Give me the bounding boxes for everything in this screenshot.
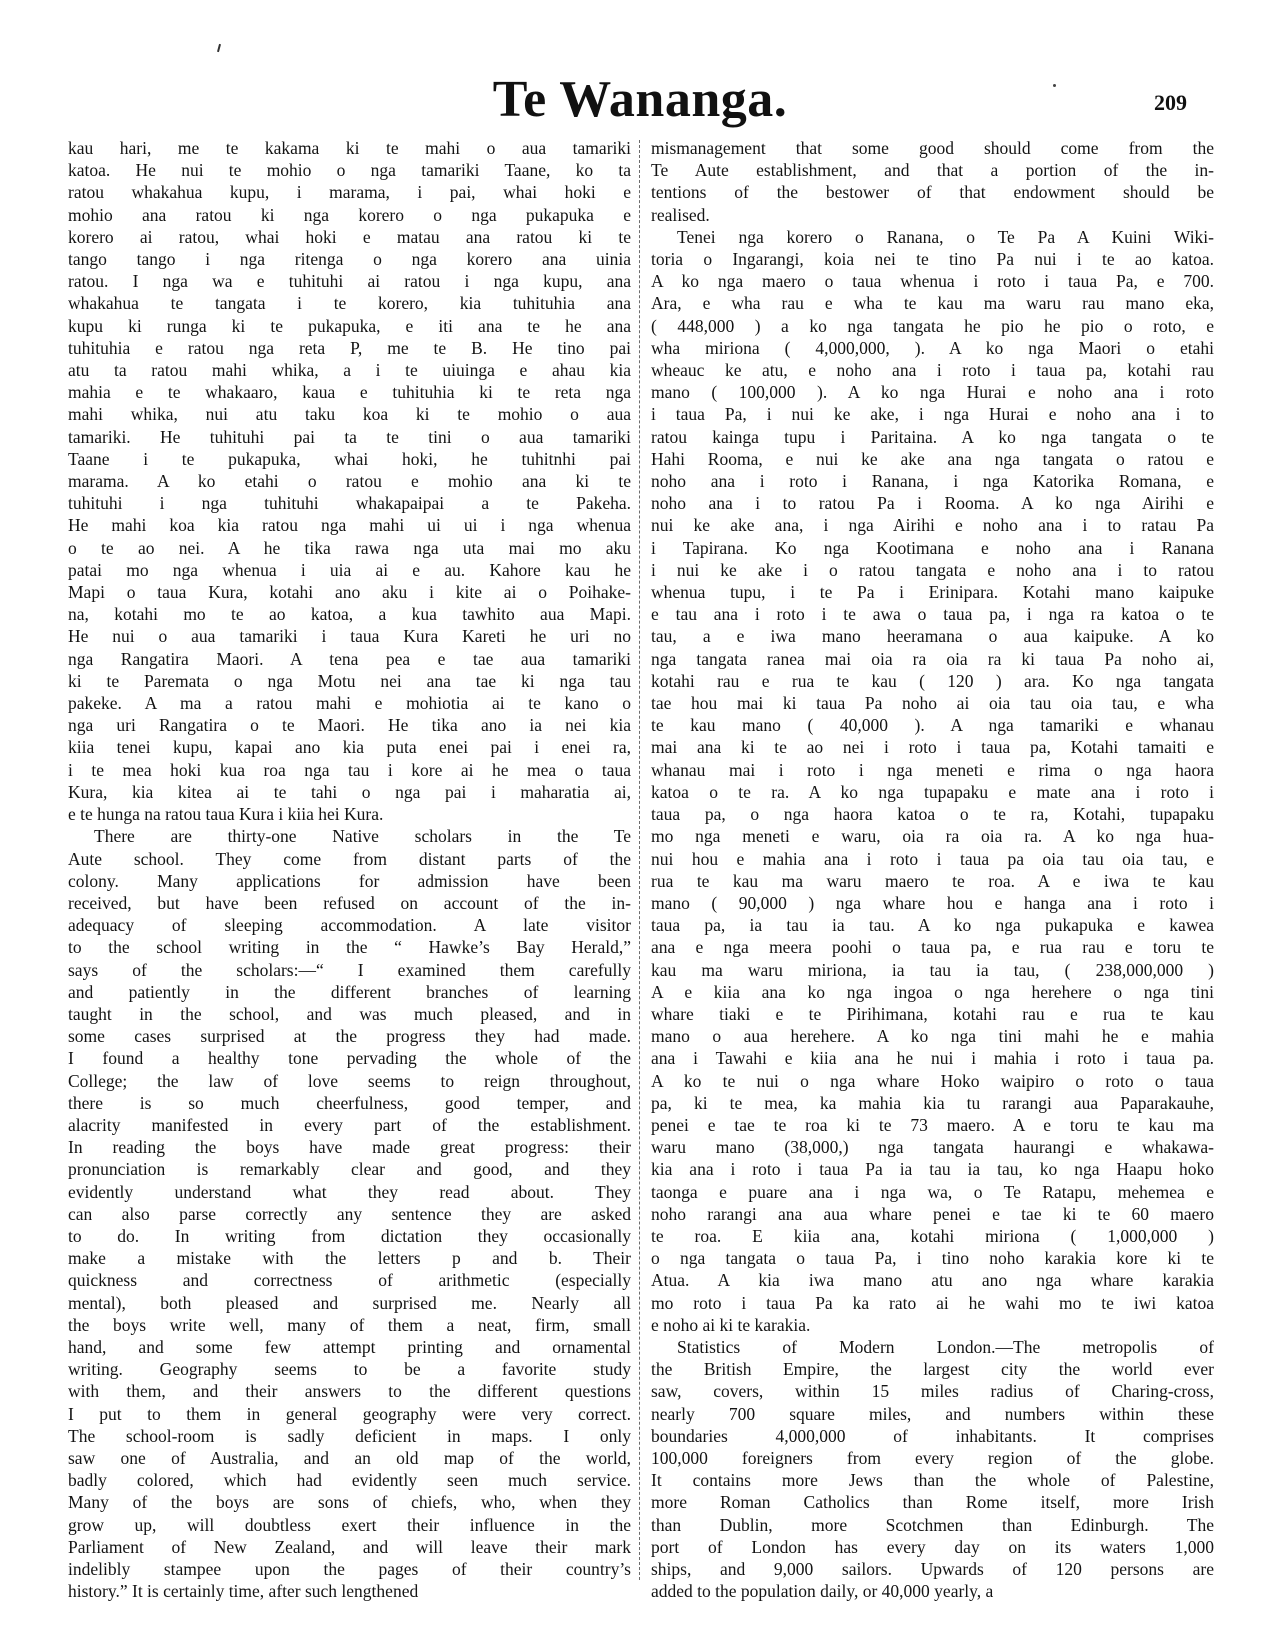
text-line: pa, ki te mea, ka mahia kia tu rarangi aua Paparakauhe, bbox=[651, 1092, 1214, 1113]
text-line: Mapi o taua Kura, kotahi ano aku i kite ai o Poihake- bbox=[68, 582, 631, 603]
text-line: to do. In writing from dictation they occasionally bbox=[68, 1225, 631, 1246]
text-line: evidently understand what they read about. They bbox=[68, 1181, 631, 1202]
text-line: noho ana i to ratou Pa i Rooma. A ko nga Airihi e bbox=[651, 493, 1214, 514]
text-line: penei e tae te roa ki te 73 maero. A e toru te kau ma bbox=[651, 1114, 1214, 1135]
text-line: received, but have been refused on account of the in- bbox=[68, 892, 631, 913]
text-line: whare tiaki e te Pirihimana, kotahi rau e rua te kau bbox=[651, 1003, 1214, 1024]
text-line: A ko te nui o nga whare Hoko waipiro o roto o taua bbox=[651, 1070, 1214, 1091]
text-line: toria o Ingarangi, koia nei te tino Pa nui i te ao katoa. bbox=[651, 249, 1214, 270]
text-line: ratou kainga tupu i Paritaina. A ko nga tangata o te bbox=[651, 426, 1214, 447]
text-line: Many of the boys are sons of chiefs, who, when they bbox=[68, 1492, 631, 1513]
text-line: realised. bbox=[651, 204, 710, 225]
text-line: ratou whakahua kupu, i marama, i pai, whai hoki e bbox=[68, 182, 631, 203]
text-line: indelibly stampee upon the pages of their country’s bbox=[68, 1559, 631, 1579]
text-line: e tau ana i roto i te awa o taua pa, i nga ra katoa o te bbox=[651, 604, 1214, 625]
text-line: ships, and 9,000 sailors. Upwards of 120 persons are bbox=[651, 1559, 1214, 1579]
text-line: the British Empire, the largest city the world ever bbox=[651, 1359, 1214, 1380]
text-line: nga uri Rangatira o te Maori. He tika ano ia nei kia bbox=[68, 715, 631, 736]
text-line: to the school writing in the “ Hawke’s Bay Herald,” bbox=[68, 937, 631, 958]
text-line: saw, covers, within 15 miles radius of Charing-cross, bbox=[651, 1381, 1214, 1402]
text-line: ana e nga meera poohi o taua pa, e rua rau e toru te bbox=[651, 937, 1214, 958]
text-line: patai mo nga whenua i uia ai e au. Kahore kau he bbox=[68, 559, 631, 580]
paragraph bbox=[68, 137, 631, 825]
text-line: ki te Paremata o nga Motu nei ana tae ki nga tau bbox=[68, 670, 631, 691]
paragraph bbox=[651, 137, 1214, 226]
text-line: and patiently in the different branches of learning bbox=[68, 981, 631, 1002]
text-line: He nui o aua tamariki i taua Kura Kareti he uri no bbox=[68, 626, 631, 647]
text-line: I found a healthy tone pervading the whole of the bbox=[68, 1048, 631, 1069]
text-line: tamariki. He tuhituhi pai ta te tini o aua tamariki bbox=[68, 426, 631, 447]
text-line: make a mistake with the letters p and b. Their bbox=[68, 1248, 631, 1269]
text-line: wheauc ke atu, e noho ana i roto i taua pa, kotahi rau bbox=[651, 360, 1214, 381]
text-line: pakeke. A ma a ratou mahi e mohiotia ai te kano o bbox=[68, 693, 631, 714]
text-line: boundaries 4,000,000 of inhabitants. It comprises bbox=[651, 1425, 1214, 1446]
column-divider bbox=[639, 140, 640, 1580]
text-line: atu ta ratou mahi whika, a i te uiuinga e ahau kia bbox=[68, 360, 631, 381]
page-number: 209 bbox=[1154, 90, 1187, 115]
text-line: i nui ke ake i o ratou tangata e noho ana i to ratou bbox=[651, 559, 1214, 580]
text-line: adequacy of sleeping accommodation. A late visitor bbox=[68, 915, 631, 936]
text-line: there is so much cheerfulness, good temper, and bbox=[68, 1092, 631, 1113]
text-line: Statistics of Modern London.—The metropolis of bbox=[677, 1336, 1214, 1357]
text-line: whakahua te tangata i te korero, kia tuhituhia ana bbox=[68, 293, 631, 314]
text-line: history.” It is certainly time, after such lengthened bbox=[68, 1581, 419, 1602]
text-line: e te hunga na ratou taua Kura i kiia hei Kura. bbox=[68, 804, 384, 825]
text-line: te roa. E kiia ana, kotahi miriona ( 1,000,000 ) bbox=[651, 1225, 1214, 1246]
text-line: ( 448,000 ) a ko nga tangata he pio he pio o roto, e bbox=[651, 315, 1214, 336]
text-line: waru mano (38,000,) nga tangata haurangi e whakawa- bbox=[651, 1137, 1214, 1158]
text-line: e noho ai ki te karakia. bbox=[651, 1314, 811, 1335]
text-line: College; the law of love seems to reign throughout, bbox=[68, 1070, 631, 1091]
text-line: mano ( 100,000 ). A ko nga Hurai e noho ana i roto bbox=[651, 382, 1214, 403]
text-line: mo roto i taua Pa ka rato ai he wahi mo te iwi katoa bbox=[651, 1292, 1214, 1313]
text-line: There are thirty-one Native scholars in the Te bbox=[94, 826, 631, 847]
paragraph bbox=[68, 825, 631, 1602]
text-line: Atua. A kia iwa mano atu ano nga whare karakia bbox=[651, 1270, 1214, 1291]
text-line: korero ai ratou, whai hoki e matau ana ratou ki te bbox=[68, 226, 631, 247]
text-line: grow up, will doubtless exert their influence in the bbox=[68, 1514, 631, 1535]
text-line: noho rarangi ana aua whare penei e tae ki te 60 maero bbox=[651, 1203, 1214, 1224]
text-line: mo nga meneti e waru, oia ra oia ra. A ko nga hua- bbox=[651, 826, 1214, 847]
text-line: whenua tupu, i te Pa i Erinipara. Kotahi mano kaipuke bbox=[651, 582, 1214, 603]
paragraph bbox=[651, 1336, 1214, 1602]
text-line: taonga e puare ana i nga wa, o Te Ratapu, mehemea e bbox=[651, 1181, 1214, 1202]
text-line: tuhituhi i nga tuhituhi whakapaipai a te Pakeha. bbox=[68, 493, 631, 514]
text-line: marama. A ko etahi o ratou e mohio ana ki te bbox=[68, 471, 631, 492]
text-line: mai ana ki te ao nei i roto i taua pa, Kotahi tamaiti e bbox=[651, 737, 1214, 758]
masthead-title: Te Wananga. bbox=[492, 71, 788, 128]
text-line: te kau mano ( 40,000 ). A nga tamariki e whanau bbox=[651, 715, 1214, 736]
text-line: katoa. He nui te mohio o nga tamariki Taane, ko ta bbox=[68, 160, 631, 181]
right-column bbox=[651, 137, 1214, 1602]
text-line: I put to them in general geography were very correct. bbox=[68, 1403, 631, 1424]
text-line: can also parse correctly any sentence they are asked bbox=[68, 1203, 631, 1224]
text-line: hand, and some few attempt printing and ornamental bbox=[68, 1336, 631, 1357]
text-line: mohio ana ratou ki nga korero o nga pukapuka e bbox=[68, 204, 631, 225]
text-line: He mahi koa kia ratou nga mahi ui ui i nga whenua bbox=[68, 515, 631, 536]
text-line: katoa o te ra. A ko nga tupapaku e mate ana i roto i bbox=[651, 781, 1214, 802]
text-line: The school-room is sadly deficient in maps. I only bbox=[68, 1425, 631, 1446]
text-line: with them, and their answers to the different questions bbox=[68, 1381, 631, 1402]
text-line: some cases surprised at the progress they had made. bbox=[68, 1026, 631, 1047]
text-line: kotahi rau e rua te kau ( 120 ) ara. Ko nga tangata bbox=[651, 670, 1214, 691]
text-line: whanau mai i roto i nga meneti e rima o nga haora bbox=[651, 759, 1214, 780]
text-line: kau ma waru miriona, ia tau ia tau, ( 238,000,000 ) bbox=[651, 959, 1214, 980]
text-line: kia ana i roto i taua Pa ia tau ia tau, ko nga Haapu hoko bbox=[651, 1159, 1214, 1180]
text-line: kiia tenei kupu, kapai ano kia puta enei pai i enei ra, bbox=[68, 737, 631, 758]
paragraph bbox=[651, 226, 1214, 1336]
text-line: mano ( 90,000 ) nga whare hou e hanga ana i roto i bbox=[651, 892, 1214, 913]
text-line: more Roman Catholics than Rome itself, more Irish bbox=[651, 1492, 1214, 1513]
text-line: Hahi Rooma, e nui ke ake ana nga tangata o ratou e bbox=[651, 448, 1214, 469]
text-line: saw one of Australia, and an old map of the world, bbox=[68, 1447, 631, 1468]
text-line: nga Rangatira Maori. A tena pea e tae aua tamariki bbox=[68, 648, 631, 669]
text-line: quickness and correctness of arithmetic (especially bbox=[68, 1270, 631, 1291]
text-line: o te ao nei. A he tika rawa nga uta mai mo aku bbox=[68, 537, 631, 558]
text-line: than Dublin, more Scotchmen than Edinburgh. The bbox=[651, 1514, 1214, 1535]
text-line: added to the population daily, or 40,000 yearly, a bbox=[651, 1581, 994, 1602]
text-line: pronunciation is remarkably clear and good, and they bbox=[68, 1159, 631, 1180]
text-line: In reading the boys have made great progress: their bbox=[68, 1137, 631, 1158]
text-line: badly colored, which had evidently seen much service. bbox=[68, 1470, 631, 1491]
text-line: the boys write well, many of them a neat, firm, small bbox=[68, 1314, 631, 1335]
text-line: tae hou mai ki taua Pa noho ai oia tau oia tau, e wha bbox=[651, 693, 1214, 714]
text-line: Parliament of New Zealand, and will leave their mark bbox=[68, 1536, 631, 1557]
text-line: Aute school. They come from distant parts of the bbox=[68, 848, 631, 869]
text-line: mano o aua herehere. A ko nga tini mahi he e mahia bbox=[651, 1026, 1214, 1047]
text-line: It contains more Jews than the whole of Palestine, bbox=[651, 1470, 1214, 1491]
text-line: tentions of the bestower of that endowment should be bbox=[651, 182, 1214, 203]
text-line: alacrity manifested in every part of the establishment. bbox=[68, 1114, 631, 1135]
text-line: kau hari, me te kakama ki te mahi o aua tamariki bbox=[68, 138, 631, 158]
text-line: i taua Pa, i nui ke ake, i nga Hurai e noho ana i to bbox=[651, 404, 1214, 425]
text-line: i Tapirana. Ko nga Kootimana e noho ana i Ranana bbox=[651, 537, 1214, 558]
text-line: Tenei nga korero o Ranana, o Te Pa A Kuini Wiki- bbox=[677, 226, 1214, 247]
text-line: colony. Many applications for admission have been bbox=[68, 870, 631, 891]
text-line: taught in the school, and was much pleased, and in bbox=[68, 1003, 631, 1024]
text-line: A ko nga maero o taua whenua i roto i taua Pa, e 700. bbox=[651, 271, 1214, 292]
text-line: nui hou e mahia ana i roto i taua pa oia tau oia tau, e bbox=[651, 848, 1214, 869]
text-line: tuhituhia e ratou nga reta P, me te B. He tino pai bbox=[68, 337, 631, 358]
text-line: A e kiia ana ko nga ingoa o nga herehere o nga tini bbox=[651, 981, 1214, 1002]
text-line: nga tangata ranea mai oia ra oia ra ki taua Pa noho ai, bbox=[651, 648, 1214, 669]
text-line: i te mea hoki kua roa nga tau i kore ai he mea o taua bbox=[68, 759, 631, 780]
text-line: writing. Geography seems to be a favorite study bbox=[68, 1359, 631, 1380]
text-line: port of London has every day on its waters 1,000 bbox=[651, 1536, 1214, 1557]
text-line: mismanagement that some good should come from the bbox=[651, 138, 1214, 158]
text-line: Ara, e wha rau e wha te kau ma waru rau mano eka, bbox=[651, 293, 1214, 314]
text-line: mental), both pleased and surprised me. Nearly all bbox=[68, 1292, 631, 1313]
text-line: rua te kau ma waru maero te roa. A e iwa te kau bbox=[651, 870, 1214, 891]
text-line: ana i Tawahi e kiia ana he nui i mahia i roto i taua pa. bbox=[651, 1048, 1214, 1069]
text-line: ratou. I nga wa e tuhituhi ai ratou i nga kupu, ana bbox=[68, 271, 631, 292]
text-line: taua pa, ia tau ia tau. A ko nga pukapuka e kawea bbox=[651, 915, 1214, 936]
text-line: Kura, kia kitea ai te tahi o nga pai i maharatia ai, bbox=[68, 781, 631, 802]
text-line: nui ke ake ana, i nga Airihi e noho ana i to ratau Pa bbox=[651, 515, 1214, 536]
print-blemish bbox=[217, 44, 221, 52]
text-line: kupu ki runga ki te pukapuka, e iti ana te he ana bbox=[68, 315, 631, 336]
text-line: 100,000 foreigners from every region of the globe. bbox=[651, 1447, 1214, 1468]
text-line: o nga tangata o taua Pa, i tino noho karakia kore ki te bbox=[651, 1248, 1214, 1269]
left-column bbox=[68, 137, 631, 1602]
text-line: nearly 700 square miles, and numbers within these bbox=[651, 1403, 1214, 1424]
text-line: mahi whika, nui atu taku koa ki te mohio o aua bbox=[68, 404, 631, 425]
text-line: na, kotahi mo te ao katoa, a kua tawhito aua Mapi. bbox=[68, 604, 631, 625]
text-line: Te Aute establishment, and that a portion of the in- bbox=[651, 160, 1214, 181]
text-line: tango tango i nga ritenga o nga korero ana uinia bbox=[68, 249, 631, 270]
text-line: taua pa, o nga haora katoa o te ra, Kotahi, tupapaku bbox=[651, 804, 1214, 825]
text-line: says of the scholars:—“ I examined them carefully bbox=[68, 959, 631, 980]
text-line: noho ana i roto i Ranana, i nga Katorika Romana, e bbox=[651, 471, 1214, 492]
text-line: wha miriona ( 4,000,000, ). A ko nga Maori o etahi bbox=[651, 337, 1214, 358]
text-line: tau, a e iwa mano heeramana o aua kaipuke. A ko bbox=[651, 626, 1214, 647]
text-line: Taane i te pukapuka, whai hoki, he tuhitnhi pai bbox=[68, 448, 631, 469]
text-line: mahia e te whakaaro, kaua e tuhituhia ki te reta nga bbox=[68, 382, 631, 403]
